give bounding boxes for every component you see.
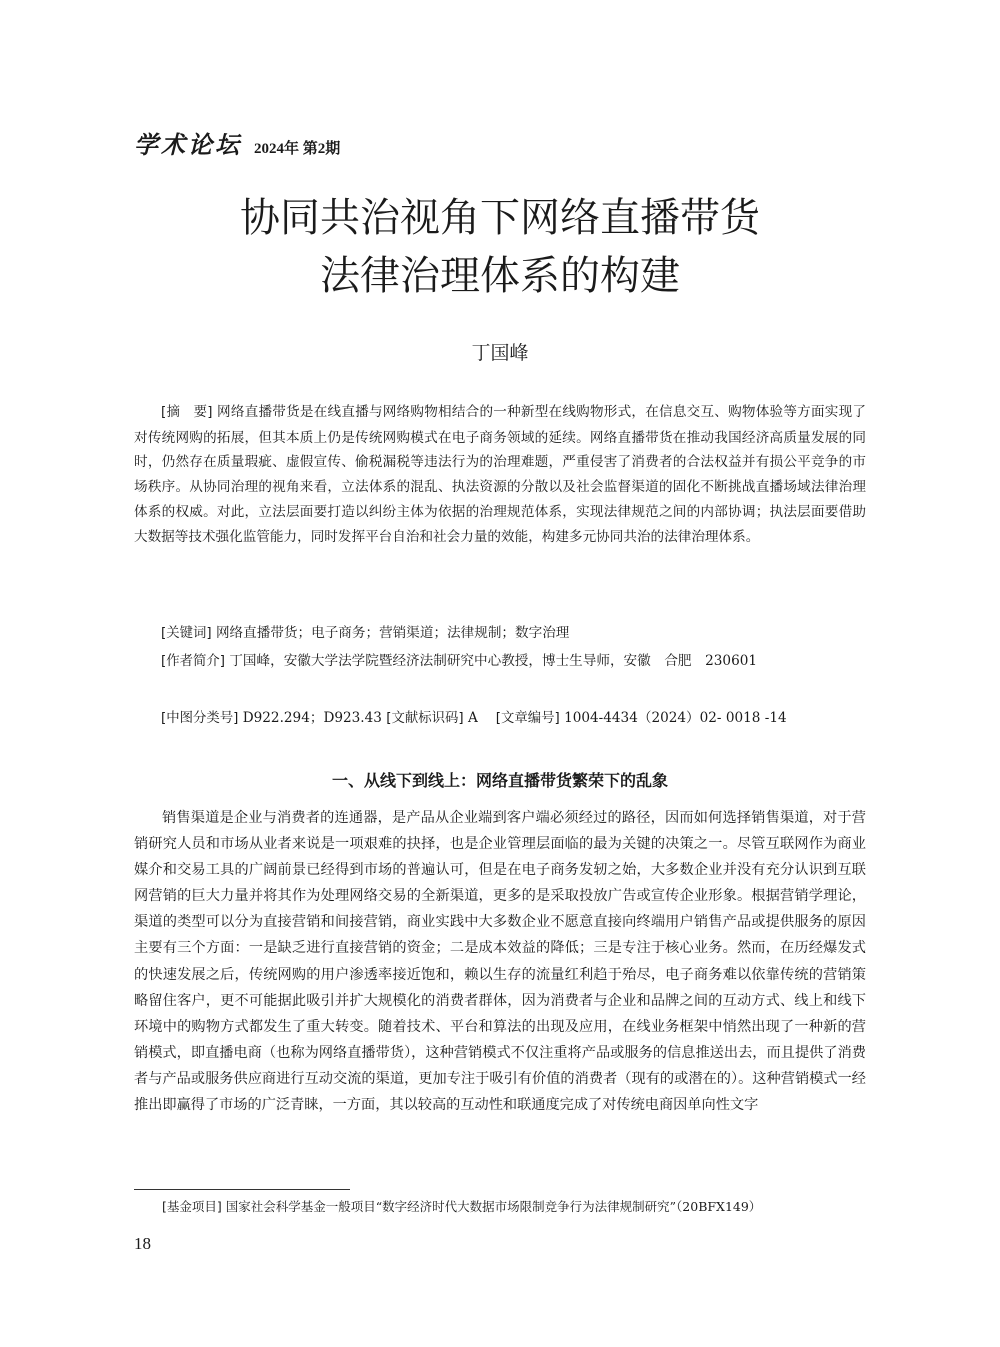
doc-code-value: A (467, 710, 478, 726)
footnote-rule (134, 1189, 350, 1190)
article-title-line-2: 法律治理体系的构建 (320, 253, 680, 299)
article-number-label: [文章编号] (495, 711, 560, 726)
author-intro (134, 649, 866, 675)
page-number: 18 (134, 1234, 151, 1253)
clc-label: [中图分类号] (161, 711, 239, 726)
section-heading: 一、从线下到线上：网络直播带货繁荣下的乱象 (331, 771, 668, 790)
keywords-label: [关键词] (161, 626, 212, 641)
abstract-text: 网络直播带货是在线直播与网络购物相结合的一种新型在线购物形式，在信息交互、购物体验等方面实现了对传统网购的拓展，但其本质上仍是传统网购模式在电子商务领域的延续。网络直播带货在推动我国经济高质量发展的同时，仍然存在质量瑕疵、虚假宣传、偷税漏税等违法行为的治理难题，严重侵害了消费者的合法权益并有损公平竞争的市场秩序。从协同治理的视角来看，立法体系的混乱、执法资源的分散以及社会监督渠道的固化不断挑战直播场域法律治理体系的权威。对此，立法层面要打造以纠纷主体为依据的治理规范体系，实现法律规范之间的内部协调；执法层面要借助大数据等技术强化监管能力，同时发挥平台自治和社会力量的效能，构建多元协同共治的法律治理体系。 (134, 404, 866, 545)
journal-logo: 学术论坛 (134, 130, 242, 159)
issue-label: 2024年 第2期 (254, 141, 341, 157)
abstract-label: [摘 要] (161, 405, 213, 420)
author-intro-label: [作者简介] (161, 654, 226, 669)
author-name: 丁国峰 (471, 342, 529, 364)
keywords-text: 网络直播带货；电子商务；营销渠道；法律规制；数字治理 (215, 625, 570, 641)
body-paragraph: 销售渠道是企业与消费者的连通器，是产品从企业端到客户端必须经过的路径，因而如何选择销售渠道，对于营销研究人员和市场从业者来说是一项艰难的抉择，也是企业管理层面临的最为关键的决策之一。尽管互联网作为商业媒介和交易工具的广阔前景已经得到市场的普遍认可，但是在电子商务发轫之始，大多数企业并没有充分认识到互联网营销的巨大力量并将其作为处理网络交易的全新渠道，更多的是采取投放广告或宣传企业形象。根据营销学理论，渠道的类型可以分为直接营销和间接营销，商业实践中大多数企业不愿意直接向终端用户销售产品或提供服务的原因主要有三个方面：一是缺乏进行直接营销的资金；二是成本效益的降低；三是专注于核心业务。然而，在历经爆发式的快速发展之后，传统网购的用户渗透率接近饱和，赖以生存的流量红利趋于殆尽，电子商务难以依靠传统的营销策略留住客户，更不可能据此吸引并扩大规模化的消费者群体，因为消费者与企业和品牌之间的互动方式、线上和线下环境中的购物方式都发生了重大转变。随着技术、平台和算法的出现及应用，在线业务框架中悄然出现了一种新的营销模式，即直播电商（也称为网络直播带货），这种营销模式不仅注重将产品或服务的信息推送出去，而且提供了消费者与产品或服务供应商进行互动交流的渠道，更加专注于吸引有价值的消费者（现有的或潜在的）。这种营销模式一经推出即赢得了市场的广泛青睐，一方面，其以较高的互动性和联通度完成了对传统电商因单向性文字 (134, 810, 866, 1114)
running-head (134, 125, 341, 159)
doc-code-label: [文献标识码] (386, 711, 464, 726)
article-number-value: 1004-4434（2024）02- 0018 -14 (564, 710, 787, 726)
article-title-line-1: 协同共治视角下网络直播带货 (240, 195, 760, 241)
funding-label: [基金项目] (162, 1199, 222, 1214)
keywords (134, 621, 866, 647)
abstract (134, 400, 866, 549)
footnote-funding (134, 1197, 866, 1217)
clc-value: D922.294；D923.43 (242, 710, 382, 726)
classification-line (134, 706, 866, 732)
author-intro-text: 丁国峰，安徽大学法学院暨经济法制研究中心教授，博士生导师，安徽 合肥 230601 (229, 653, 758, 669)
funding-text: 国家社会科学基金一般项目“数字经济时代大数据市场限制竞争行为法律规制研究”（20BFX149） (225, 1199, 762, 1214)
